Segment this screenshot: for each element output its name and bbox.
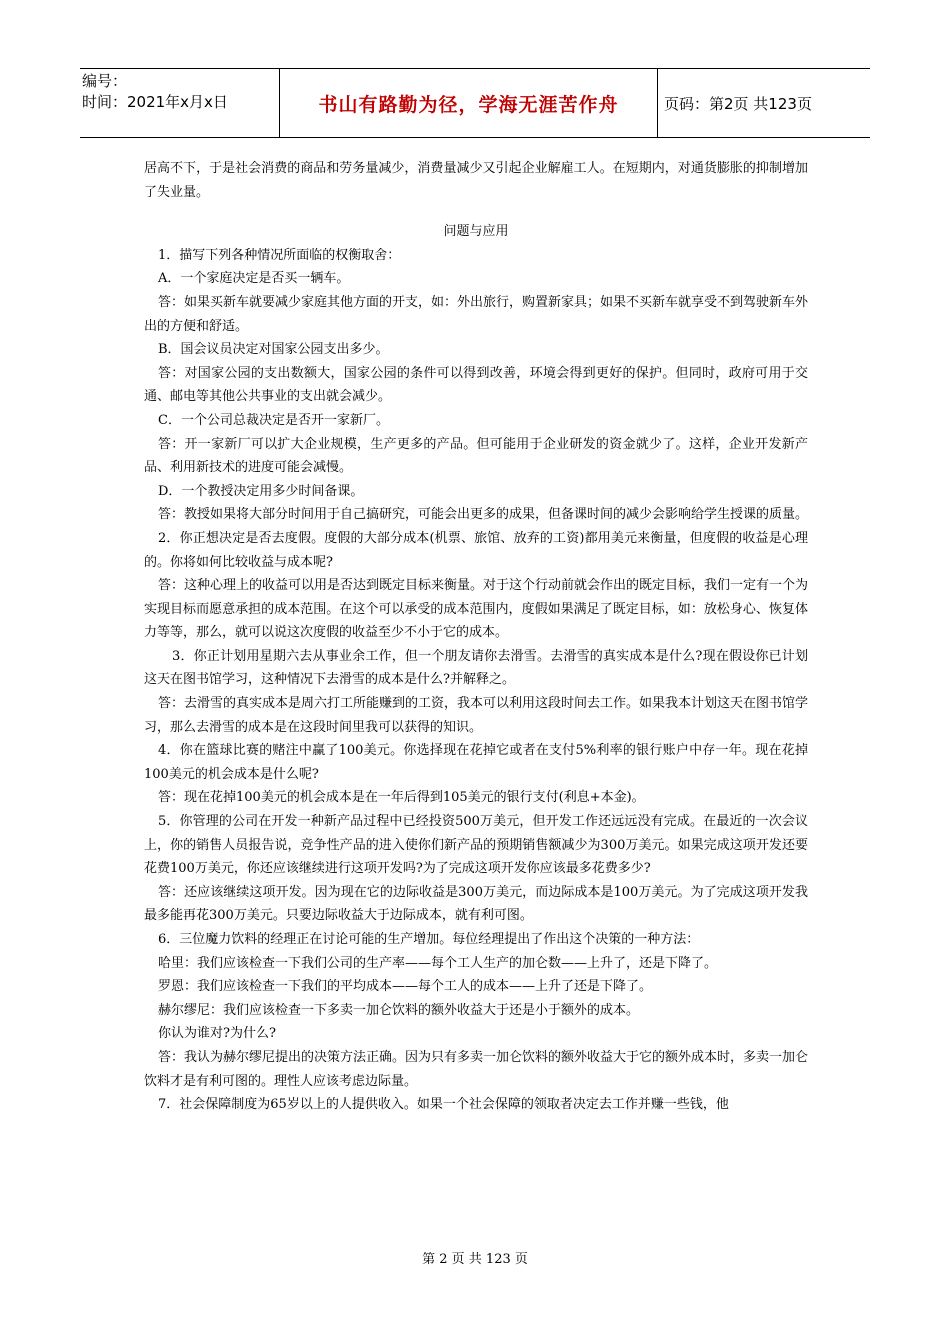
manager-statement: 罗恩：我们应该检查一下我们的平均成本——每个工人的成本——上升了还是下降了。 (158, 979, 653, 995)
answer: 答：还应该继续这项开发。因为现在它的边际收益是300万美元，而边际成本是100万美元。为了完成这项开发我最多能再花300万美元。只要边际收益大于边际成本，就有利可图。 (144, 884, 808, 924)
page-footer: 第 2 页 共 123 页 (422, 1252, 528, 1267)
answer: 答：如果买新车就要减少家庭其他方面的开支，如：外出旅行，购置新家具；如果不买新车就享受不到驾驶新车外出的方便和舒适。 (144, 294, 809, 334)
page-header (80, 68, 870, 138)
question: 6．三位魔力饮料的经理正在讨论可能的生产增加。每位经理提出了作出这个决策的一种方法： (158, 932, 700, 947)
document-date-label: 时间：2021年x月x日 (82, 93, 228, 111)
manager-statement: 哈里：我们应该检查一下我们公司的生产率——每个工人生产的加仑数——上升了，还是下降了。 (158, 955, 718, 971)
header-motto: 书山有路勤为径，学海无涯苦作舟 (280, 69, 658, 137)
answer: 答：这种心理上的收益可以用是否达到既定目标来衡量。对于这个行动前就会作出的既定目标，我们一定有一个为实现目标而愿意承担的成本范围。在这个可以承受的成本范围内，度假如果满足了既定目标，如：放松身心、恢复体力等等，那么，就可以说这次度假的收益至少不小于它的成本。 (144, 578, 809, 641)
answer: 答：对国家公园的支出数额大，国家公园的条件可以得到改善，环境会得到更好的保护。但同时，政府可用于交通、邮电等其他公共事业的支出就会减少。 (144, 365, 808, 405)
sub-question: 你认为谁对?为什么? (158, 1026, 276, 1042)
question: 5．你管理的公司在开发一种新产品过程中已经投资500万美元，但开发工作还远远没有完成。在最近的一次会议上，你的销售人员报告说，竞争性产品的进入使你们新产品的预期销售额减少为300万美元。如果完成这项开发还要花费100万美元，你还应该继续进行这项开发吗?为了完成这项开发你应该最多花费多少? (144, 814, 808, 877)
question: 7．社会保障制度为65岁以上的人提供收入。如果一个社会保障的领取者决定去工作并赚一些钱，他 (158, 1097, 729, 1113)
sub-question: B．国会议员决定对国家公园支出多少。 (158, 342, 389, 358)
question: 4．你在篮球比赛的赌注中赢了100美元。你选择现在花掉它或者在支付5%利率的银行账户中存一年。现在花掉100美元的机会成本是什么呢? (144, 743, 808, 782)
question: 2．你正想决定是否去度假。度假的大部分成本(机票、旅馆、放弃的工资)都用美元来衡量，但度假的收益是心理的。你将如何比较收益与成本呢? (144, 530, 808, 570)
question: 3．你正计划用星期六去从事业余工作，但一个朋友请你去滑雪。去滑雪的真实成本是什么?现在假设你已计划这天在图书馆学习，这种情况下去滑雪的成本是什么?并解释之。 (144, 648, 808, 688)
answer: 答：现在花掉100美元的机会成本是在一年后得到105美元的银行支付(利息+本金)。 (158, 790, 645, 806)
header-left-cell (80, 69, 280, 137)
paragraph: 居高不下，于是社会消费的商品和劳务量减少，消费量减少又引起企业解雇工人。在短期内，对通货膨胀的抑制增加了失业量。 (144, 161, 808, 200)
document-number-label: 编号： (82, 72, 128, 90)
manager-statement: 赫尔缪尼：我们应该检查一下多卖一加仑饮料的额外收益大于还是小于额外的成本。 (158, 1002, 640, 1018)
sub-question: C．一个公司总裁决定是否开一家新厂。 (158, 412, 389, 428)
sub-question: D．一个教授决定用多少时间备课。 (158, 483, 364, 499)
answer: 答：去滑雪的真实成本是周六打工所能赚到的工资，我本可以利用这段时间去工作。如果我本计划这天在图书馆学习，那么去滑雪的成本是在这段时间里我可以获得的知识。 (144, 696, 809, 735)
sub-question: A．一个家庭决定是否买一辆车。 (158, 271, 350, 287)
answer: 答：我认为赫尔缪尼提出的决策方法正确。因为只有多卖一加仑饮料的额外收益大于它的额外成本时，多卖一加仑饮料才是有利可图的。理性人应该考虑边际量。 (144, 1049, 809, 1089)
question: 1．描写下列各种情况所面临的权衡取舍： (158, 247, 401, 263)
answer: 答：教授如果将大部分时间用于自己搞研究，可能会出更多的成果，但备课时间的减少会影响给学生授课的质量。 (158, 507, 809, 523)
section-title: 问题与应用 (443, 224, 509, 240)
answer: 答：开一家新厂可以扩大企业规模，生产更多的产品。但可能用于企业研发的资金就少了。这样，企业开发新产品、利用新技术的进度可能会减慢。 (144, 436, 808, 476)
header-page-label: 页码：第2页 共123页 (664, 94, 812, 113)
document-body (144, 157, 808, 1117)
